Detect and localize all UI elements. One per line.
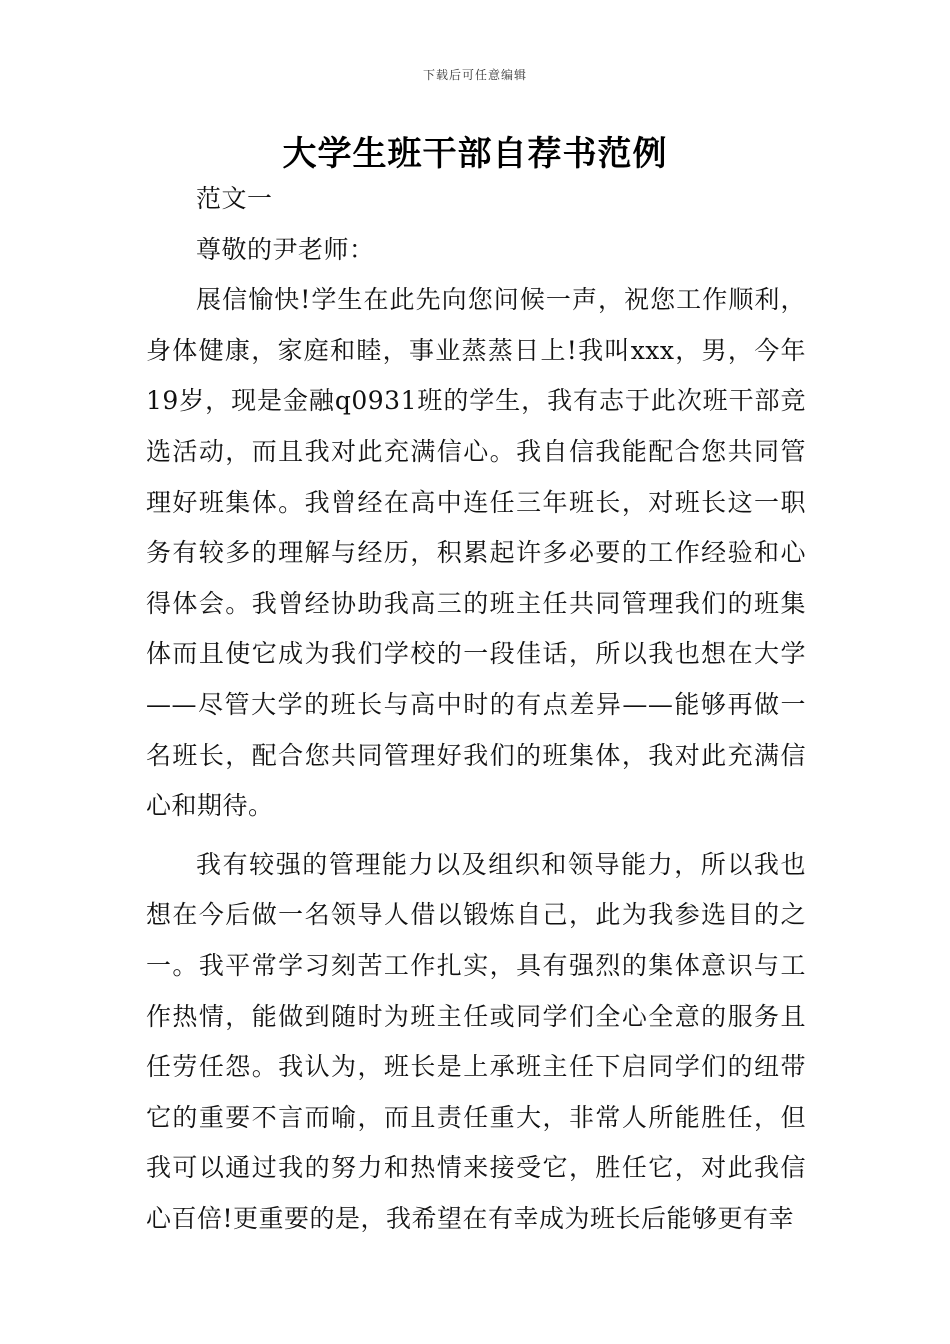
header-note: 下载后可任意编辑	[422, 68, 527, 82]
sample-label: 范文一	[196, 184, 273, 213]
salutation: 尊敬的尹老师：	[196, 234, 375, 264]
paragraph-1: 展信愉快!学生在此先向您问候一声，祝您工作顺利，身体健康，家庭和睦，事业蒸蒸日上!我叫xxx，男，今年19岁，现是金融q0931班的学生，我有志于此次班干部竞选活动，而且我对此充满信心。我自信我能配合您共同管理好班集体。我曾经在高中连任三年班长，对班长这一职务有较多的理解与经历，积累起许多必要的工作经验和心得体会。我曾经协助我高三的班主任共同管理我们的班集体而且使它成为我们学校的一段佳话，所以我也想在大学——尽管大学的班长与高中时的有点差异——能够再做一名班长，配合您共同管理好我们的班集体，我对此充满信心和期待。	[146, 285, 806, 821]
document-title: 大学生班干部自荐书范例	[282, 134, 668, 174]
document-body	[146, 174, 806, 1244]
paragraph-2: 我有较强的管理能力以及组织和领导能力，所以我也想在今后做一名领导人借以锻炼自己，此为我参选目的之一。我平常学习刻苦工作扎实，具有强烈的集体意识与工作热情，能做到随时为班主任或同学们全心全意的服务且任劳任怨。我认为，班长是上承班主任下启同学们的纽带它的重要不言而喻，而且责任重大，非常人所能胜任，但我可以通过我的努力和热情来接受它，胜任它，对此我信心百倍!更重要的是，我希望在有幸成为班长后能够更有幸	[146, 849, 806, 1233]
